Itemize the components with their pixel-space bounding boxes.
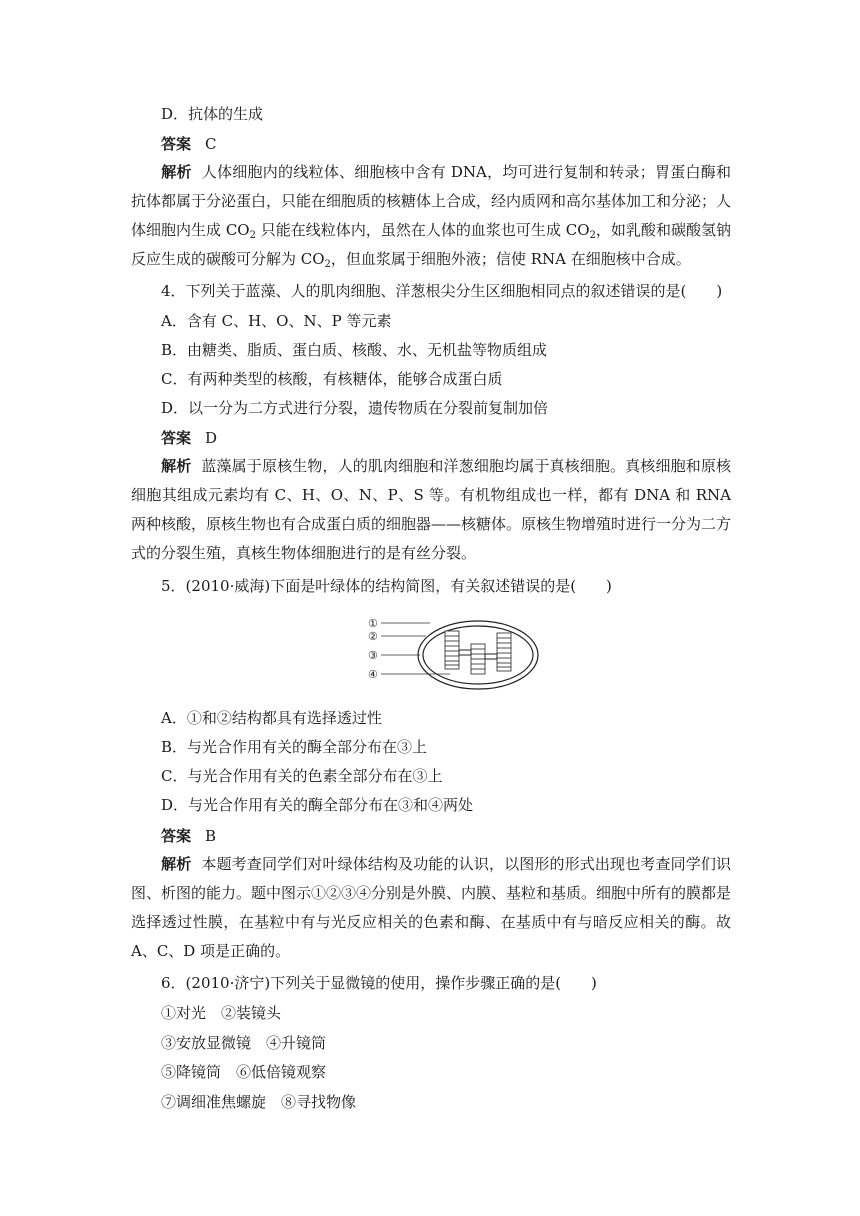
answer-label: 答案 <box>161 429 192 447</box>
q5-option-b: B．与光合作用有关的酶全部分布在③上 <box>161 738 428 756</box>
q6-steps-row2: ③安放显微镜 ④升镜筒 <box>161 1034 327 1052</box>
q5-answer <box>161 826 216 846</box>
label-1: ① <box>368 617 378 630</box>
q6-steps-row1: ①对光 ②装镜头 <box>161 1004 282 1022</box>
q4-option-d: D．以一分为二方式进行分裂，遗传物质在分裂前复制加倍 <box>161 399 549 417</box>
answer-label: 答案 <box>161 135 192 153</box>
q4-answer <box>161 428 217 448</box>
q4-stem: 4．下列关于蓝藻、人的肌肉细胞、洋葱根尖分生区细胞相同点的叙述错误的是( ) <box>161 282 723 300</box>
analysis-label: 解析 <box>161 163 192 181</box>
q5-option-c: C．与光合作用有关的色素全部分布在③上 <box>161 767 443 785</box>
q5-stem: 5．(2010·威海)下面是叶绿体的结构简图，有关叙述错误的是( ) <box>161 577 612 595</box>
label-4: ④ <box>368 668 378 681</box>
grana <box>445 631 511 674</box>
label-2: ② <box>368 630 378 643</box>
answer-value: C <box>205 135 217 153</box>
q6-steps-row3: ⑤降镜筒 ⑥低倍镜观察 <box>161 1063 327 1081</box>
analysis-label: 解析 <box>161 855 192 873</box>
q5-analysis: 解析 本题考查同学们对叶绿体结构及功能的认识，以图形的形式出现也考查同学们识图、析图的能力。题中图示①②③④分别是外膜、内膜、基粒和基质。细胞中所有的膜都是选择透过性膜，在基粒中有与光反应相关的色素和酶、在基质中有与暗反应相关的酶。故 A、C、D 项是正确的。 <box>131 855 732 960</box>
chloroplast-diagram <box>360 615 540 695</box>
q6-steps-row4: ⑦调细准焦螺旋 ⑧寻找物像 <box>161 1093 357 1111</box>
q3-answer <box>161 134 217 154</box>
q4-option-b: B．由糖类、脂质、蛋白质、核酸、水、无机盐等物质组成 <box>161 341 548 359</box>
answer-value: D <box>205 429 218 447</box>
answer-label: 答案 <box>161 827 192 845</box>
q5-option-a: A．①和②结构都具有选择透过性 <box>161 709 382 727</box>
label-3: ③ <box>368 649 378 662</box>
q4-option-a: A．含有 C、H、O、N、P 等元素 <box>161 312 392 330</box>
q5-option-d: D．与光合作用有关的酶全部分布在③和④两处 <box>161 796 474 814</box>
q4-analysis: 解析 蓝藻属于原核生物，人的肌肉细胞和洋葱细胞均属于真核细胞。真核细胞和原核细胞其组成元素均有 C、H、O、N、P、S 等。有机物组成也一样，都有 DNA 和 RNA 两种核酸，原核生物也有合成蛋白质的细胞器——核糖体。原核生物增殖时进行一分为二方式的分裂生殖，真核生物体细胞进行的是有丝分裂。 <box>131 457 732 562</box>
analysis-label: 解析 <box>161 457 192 475</box>
answer-value: B <box>205 827 217 845</box>
q4-option-c: C．有两种类型的核酸，有核糖体，能够合成蛋白质 <box>161 370 503 388</box>
q6-stem: 6．(2010·济宁)下列关于显微镜的使用，操作步骤正确的是( ) <box>161 974 597 992</box>
q3-option-d: D．抗体的生成 <box>161 105 264 123</box>
q3-analysis: 解析 人体细胞内的线粒体、细胞核中含有 DNA，均可进行复制和转录；胃蛋白酶和抗体都属于分泌蛋白，只能在细胞质的核糖体上合成，经内质网和高尔基体加工和分泌；人体细胞内生成 $CO_2$ 只能在线粒体内，虽然在人体的血浆也可生成 $CO_2$，如乳酸和碳酸氢钠反应生成的碳酸可分解为 $CO_2$，但血浆属于细胞外液；信使 RNA 在细胞核中合成。 <box>131 163 732 270</box>
